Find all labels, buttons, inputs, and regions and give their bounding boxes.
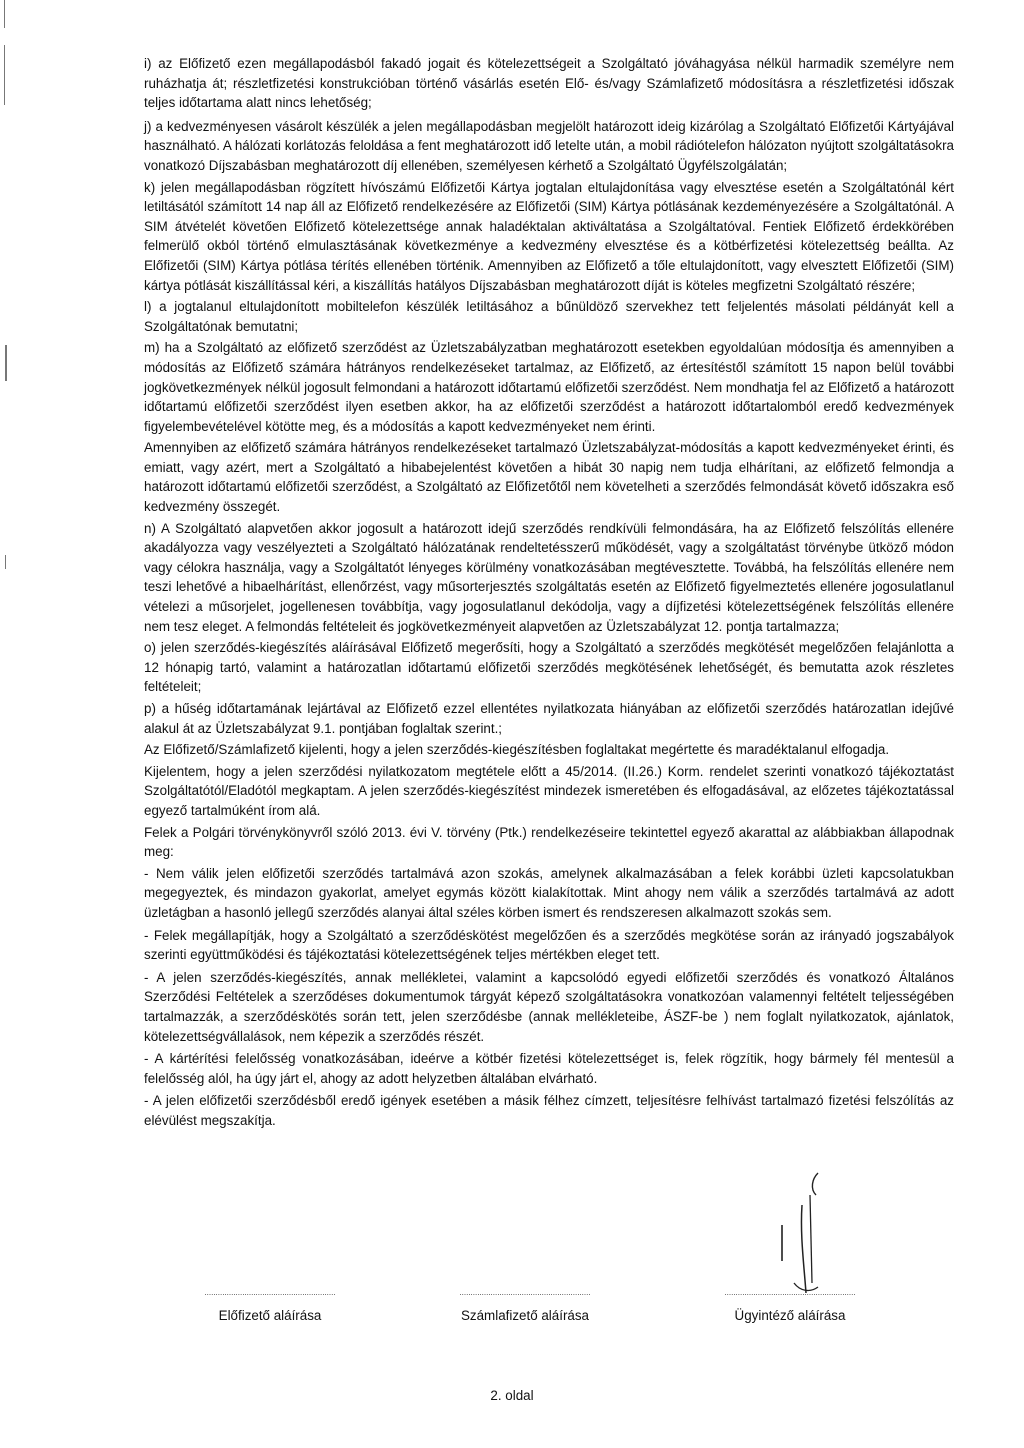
signature-line: ........................................................... bbox=[724, 1288, 856, 1297]
clause-i: i) az Előfizető ezen megállapodásból fakadó jogait és kötelezettségeit a Szolgáltató jóváhagyása nélkül harmadik személyre nem ruházhatja át; részletfizetési konstrukcióban történő vásárlás esetén Elő- és/vagy Számlafizető módosításra a részletfizetési időszak teljes időtartama alatt nincs lehetőség; bbox=[144, 56, 954, 111]
clause-m: m) ha a Szolgáltató az előfizető szerződést az Üzletszabályzatban meghatározott esetekben egyoldalúan módosítja és amennyiben a módosítás az Előfizető számára hátrányos rendelkezéseket tartalmaz, az Előfizető, az értesítéstől számított 15 napon belül további jogkövetkezmények nélkül jogosult felmondani a határozott időtartamú előfizetői szerződést. Nem mondhatja fel az Előfizető a határozott időtartamú előfizetői szerződést ilyen esetben akkor, ha az előfizetői szerződést a határozott időtartalomból eredő kedvezmények figyelembevételével kötötte meg, és a módosítás a kapott kedvezményeket nem érinti. bbox=[144, 340, 954, 434]
dash-item-custom: - Nem válik jelen előfizetői szerződés tartalmává azon szokás, amelynek alkalmazásában a felek korábbi üzleti kapcsolatukban megegyeztek, és mindazon gyakorlat, amelyet egymás között kialakítottak. Mint ahogy nem válik a szerződés tartalmává az adott üzletágban a hasonló jellegű szerződés alanyai által széles körben ismert és rendszeresen alkalmazott szokás sem. bbox=[144, 865, 954, 920]
contract-text bbox=[144, 54, 954, 1133]
signature-payer bbox=[425, 1288, 625, 1323]
handwritten-signature-strokes bbox=[760, 1165, 850, 1295]
scan-edge-mark bbox=[5, 345, 7, 381]
clause-k: k) jelen megállapodásban rögzített hívószámú Előfizetői Kártya jogtalan eltulajdonítása vagy elvesztése esetén a Szolgáltatónál kért letiltásától számított 14 nap áll az Előfizető rendelkezésére az Előfizetői (SIM) Kártya pótlásának kezdeményezésére a Szolgáltatónál. A SIM átvételét követően Előfizető kötelezettsége annak haladéktalan aktiváltatása a Szolgáltatóval. Fentiek Előfizető érdekkörében felmerülő okból történő elmulasztásának következménye a kedvezmény elvesztése és a kötbérfizetési kötelezettség beállta. Az Előfizetői (SIM) Kártya pótlása térítés ellenében történik. Amennyiben az Előfizető a tőle eltulajdonított, vagy elvesztett Előfizetői (SIM) kártya pótlását kiszállítással kéri, a kiszállítás hatályos Díjszabásban meghatározott díját is köteles megfizetni Szolgáltató részére; bbox=[144, 179, 954, 293]
signature-subscriber bbox=[170, 1288, 370, 1323]
signature-label-subscriber: Előfizető aláírása bbox=[218, 1308, 322, 1323]
signature-line: ........................................................... bbox=[204, 1288, 336, 1297]
clause-n: n) A Szolgáltató alapvetően akkor jogosult a határozott idejű szerződés rendkívüli felmondására, ha az Előfizető felszólítás ellenére akadályozza vagy veszélyezteti a Szolgáltató hálózatának rendeltetésszerű működését, vagy a szolgáltatást törvénybe ütköző módon vagy célokra használja, vagy a Szolgáltatót lényeges körülmény vonatkozásában megtévesztette. Továbbá, ha felszólítás ellenére nem teszi lehetővé a hibaelhárítást, ellenőrzést, vagy műsorterjesztés szolgáltatás esetén az Előfizető figyelmeztetés ellenére jogosulatlanul vételezi a műsorjelet, jogellenesen továbbítja, vagy jogosulatlanul dekódolja, vagy a díjfizetési kötelezettségének felszólítás ellenére nem tesz eleget. A felmondás feltételeit és jogkövetkezményeit alapvetően az Üzletszabályzat 12. pontja tartalmazza; bbox=[144, 520, 954, 634]
signature-label-clerk: Ügyintéző aláírása bbox=[734, 1308, 846, 1323]
dash-item-liability: - A kártérítési felelősség vonatkozásában, ideérve a kötbér fizetési kötelezettséget is, felek rögzítik, hogy bármely fél mentesül a felelősség alól, ha úgy járt el, ahogy az adott helyzetben általában elvárható. bbox=[144, 1051, 954, 1086]
signature-line: ........................................................... bbox=[459, 1288, 591, 1297]
scan-edge-mark bbox=[4, 0, 5, 28]
information-statement: Kijelentem, hogy a jelen szerződési nyilatkozatom megtétele előtt a 45/2014. (II.26.) Korm. rendelet szerinti vonatkozó tájékoztatást Szolgáltatótól/Eladótól megkaptam. A jelen szerződés-kiegészítést mindezek ismeretében és elfogadásával, az előzetes tájékoztatással egyező tartalmúként írom alá. bbox=[144, 763, 954, 818]
clause-o: o) jelen szerződés-kiegészítés aláírásával Előfizető megerősíti, hogy a Szolgáltató a szerződés megkötését megelőzően felajánlotta a 12 hónapig tartó, valamint a határozatlan időtartamú előfizetői szerződés megkötésének lehetőségét, és bemutatta azok részletes feltételeit; bbox=[144, 640, 954, 695]
signature-label-payer: Számlafizető aláírása bbox=[460, 1308, 589, 1323]
clause-l: l) a jogtalanul eltulajdonított mobiltelefon készülék letiltásához a bűnüldöző szervekhez tett feljelentés másolati példányát kell a Szolgáltatónak bemutatni; bbox=[144, 299, 954, 334]
scan-edge-mark bbox=[5, 555, 6, 569]
dash-item-cooperation: - Felek megállapítják, hogy a Szolgáltató a szerződéskötést megelőzően és a szerződés megkötése során az irányadó jogszabályok szerinti együttműködési és tájékoztatási kötelezettségének teljes mértékben eleget tett. bbox=[144, 927, 954, 963]
acceptance-statement: Az Előfizető/Számlafizető kijelenti, hogy a jelen szerződés-kiegészítésben foglaltakat megértette és maradéktalanul elfogadja. bbox=[144, 742, 890, 758]
clause-m-continued: Amennyiben az előfizető számára hátrányos rendelkezéseket tartalmazó Üzletszabályzat-módosítás a kapott kedvezményeket érinti, és emiatt, vagy azért, mert a Szolgáltató a hibabejelentést követően a hibát 30 napig nem tudja elhárítani, az előfizető felmondja a határozott időtartamú előfizetői szerződést, a Szolgáltató az Előfizetőtől nem követelheti a szerződés felmondását követő időszakra eső kedvezmény összegét. bbox=[144, 440, 954, 515]
dash-item-completeness: - A jelen szerződés-kiegészítés, annak mellékletei, valamint a kapcsolódó egyedi előfizetői szerződés és vonatkozó Általános Szerződési Feltételek a szerződéses dokumentumok tárgyát képező szolgáltatásokra vonatkozóan valamennyi feltételt teljességében tartalmazzák, a szerződéskötés során tett, jelen szerződésbe (annak mellékleteibe, ÁSZF-be ) nem foglalt nyilatkozatok, ajánlatok, kötelezettségvállalások, nem képezik a szerződés részét. bbox=[144, 969, 954, 1044]
clause-p: p) a hűség időtartamának lejártával az Előfizető ezzel ellentétes nyilatkozata hiányában az előfizetői szerződés határozatlan idejűvé alakul át az Üzletszabályzat 9.1. pontjában foglaltak szerint.; bbox=[144, 701, 954, 736]
scan-edge-mark bbox=[4, 45, 5, 105]
dash-item-limitation: - A jelen előfizetői szerződésből eredő igények esetében a másik félhez címzett, teljesítésre felhívást tartalmazó fizetési felszólítás az elévülést megszakítja. bbox=[144, 1093, 954, 1128]
ptk-intro: Felek a Polgári törvénykönyvről szóló 2013. évi V. törvény (Ptk.) rendelkezéseire tekintettel egyező akarattal az alábbiakban állapodnak meg: bbox=[144, 824, 954, 860]
page-number: 2. oldal bbox=[490, 1388, 534, 1403]
clause-j: j) a kedvezményesen vásárolt készülék a jelen megállapodásban megjelölt határozott ideig kizárólag a Szolgáltató Előfizetői Kártyájával használható. A hálózati korlátozás feloldása a fent meghatározott idő letelte után, a mobil rádiótelefon hálózaton nyújtott szolgáltatásokra vonatkozó Díjszabásban meghatározott díj ellenében, személyesen kérhető a Szolgáltató Ügyfélszolgálatán; bbox=[144, 118, 954, 173]
